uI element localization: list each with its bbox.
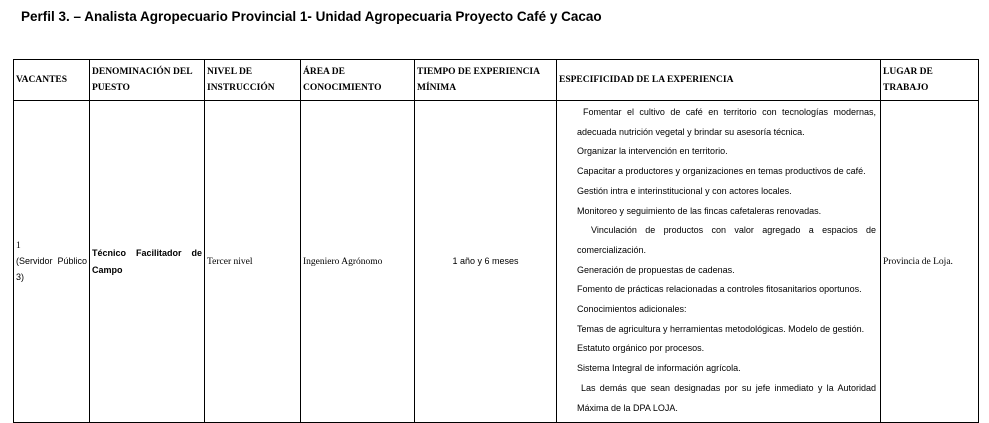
- exp-line: adecuada nutrición vegetal y brindar su asesoría técnica.: [577, 126, 805, 137]
- exp-item-4: [577, 182, 876, 202]
- cell-especificidad: [557, 101, 881, 423]
- cell-vacantes: [14, 101, 90, 423]
- exp-line: Gestión intra e interinstitucional y con actores locales.: [577, 185, 792, 196]
- page-title: Perfil 3. – Analista Agropecuario Provincial 1- Unidad Agropecuaria Proyecto Café y Cacao: [21, 9, 602, 24]
- header-nivel-line1: NIVEL DE: [207, 67, 253, 77]
- table-header-row: [14, 60, 979, 101]
- cell-area: [301, 101, 415, 423]
- exp-line: Temas de agricultura y herramientas metodológicas. Modelo de gestión.: [577, 323, 865, 334]
- header-denominacion-line1: DENOMINACIÓN DEL: [92, 67, 193, 77]
- exp-item-1: [577, 103, 876, 142]
- header-tiempo-line1: TIEMPO DE EXPERIENCIA: [417, 67, 540, 77]
- exp-line: Fomentar el cultivo de café en territorio con tecnologías modernas,: [583, 107, 876, 117]
- header-denominacion: [90, 60, 205, 101]
- exp-line: Organizar la intervención en territorio.: [577, 146, 728, 157]
- header-vacantes: [14, 60, 90, 101]
- cell-nivel: [205, 101, 301, 423]
- exp-item-5: [577, 202, 876, 222]
- exp-item-7: [577, 261, 876, 281]
- exp-line: Generación de propuestas de cadenas.: [577, 264, 735, 275]
- header-lugar: [881, 60, 979, 101]
- header-lugar-label: LUGAR DE TRABAJO: [883, 67, 933, 93]
- vacantes-type-line2: 3): [16, 271, 25, 282]
- exp-item-6: [577, 221, 876, 260]
- exp-item-12: [577, 359, 876, 379]
- exp-line: Las demás que sean designadas por su jefe inmediato y la Autoridad: [581, 382, 876, 393]
- header-area-line1: ÁREA DE: [303, 67, 345, 77]
- header-denominacion-line2: PUESTO: [92, 83, 130, 93]
- header-especificidad-label: ESPECIFICIDAD DE LA EXPERIENCIA: [559, 75, 734, 85]
- exp-line: Estatuto orgánico por procesos.: [577, 343, 705, 354]
- table-row: [14, 101, 979, 423]
- nivel-value: Tercer nivel: [207, 256, 253, 267]
- exp-line: Conocimientos adicionales:: [577, 304, 687, 315]
- vacantes-type-line1: (Servidor Público: [16, 255, 87, 266]
- header-tiempo: [415, 60, 557, 101]
- cell-lugar: [881, 101, 979, 423]
- exp-item-10: [577, 320, 876, 340]
- header-nivel-line2: INSTRUCCIÓN: [207, 83, 275, 93]
- exp-line: Vinculación de productos con valor agregado a espacios de: [591, 225, 876, 236]
- area-value: Ingeniero Agrónomo: [303, 256, 383, 267]
- tiempo-value: 1 año y 6 meses: [452, 256, 519, 267]
- header-nivel: [205, 60, 301, 101]
- exp-line: Monitoreo y seguimiento de las fincas cafetaleras renovadas.: [577, 205, 822, 216]
- header-area-line2: CONOCIMIENTO: [303, 83, 382, 93]
- header-vacantes-label: VACANTES: [16, 75, 68, 85]
- vacantes-count: 1: [16, 240, 21, 251]
- exp-line: comercialización.: [577, 244, 647, 255]
- cell-puesto: [90, 101, 205, 423]
- exp-item-2: [577, 142, 876, 162]
- exp-line: Capacitar a productores y organizaciones en temas productivos de café.: [577, 166, 866, 177]
- exp-item-11: [577, 339, 876, 359]
- header-tiempo-line2: MÍNIMA: [417, 83, 457, 93]
- profile-table: [13, 59, 979, 423]
- cell-tiempo: [415, 101, 557, 423]
- exp-item-3: [577, 162, 876, 182]
- lugar-value: Provincia de Loja.: [883, 256, 953, 267]
- exp-line: Fomento de prácticas relacionadas a controles fitosanitarios oportunos.: [577, 284, 862, 295]
- puesto-line2: Campo: [92, 264, 123, 275]
- exp-item-8: [577, 280, 876, 300]
- exp-line: Máxima de la DPA LOJA.: [577, 402, 678, 413]
- header-especificidad: [557, 60, 881, 101]
- exp-item-13: [577, 379, 876, 418]
- header-area: [301, 60, 415, 101]
- exp-item-9: [577, 300, 876, 320]
- exp-line: Sistema Integral de información agrícola.: [577, 363, 741, 374]
- puesto-line1: Técnico Facilitador de: [92, 247, 202, 258]
